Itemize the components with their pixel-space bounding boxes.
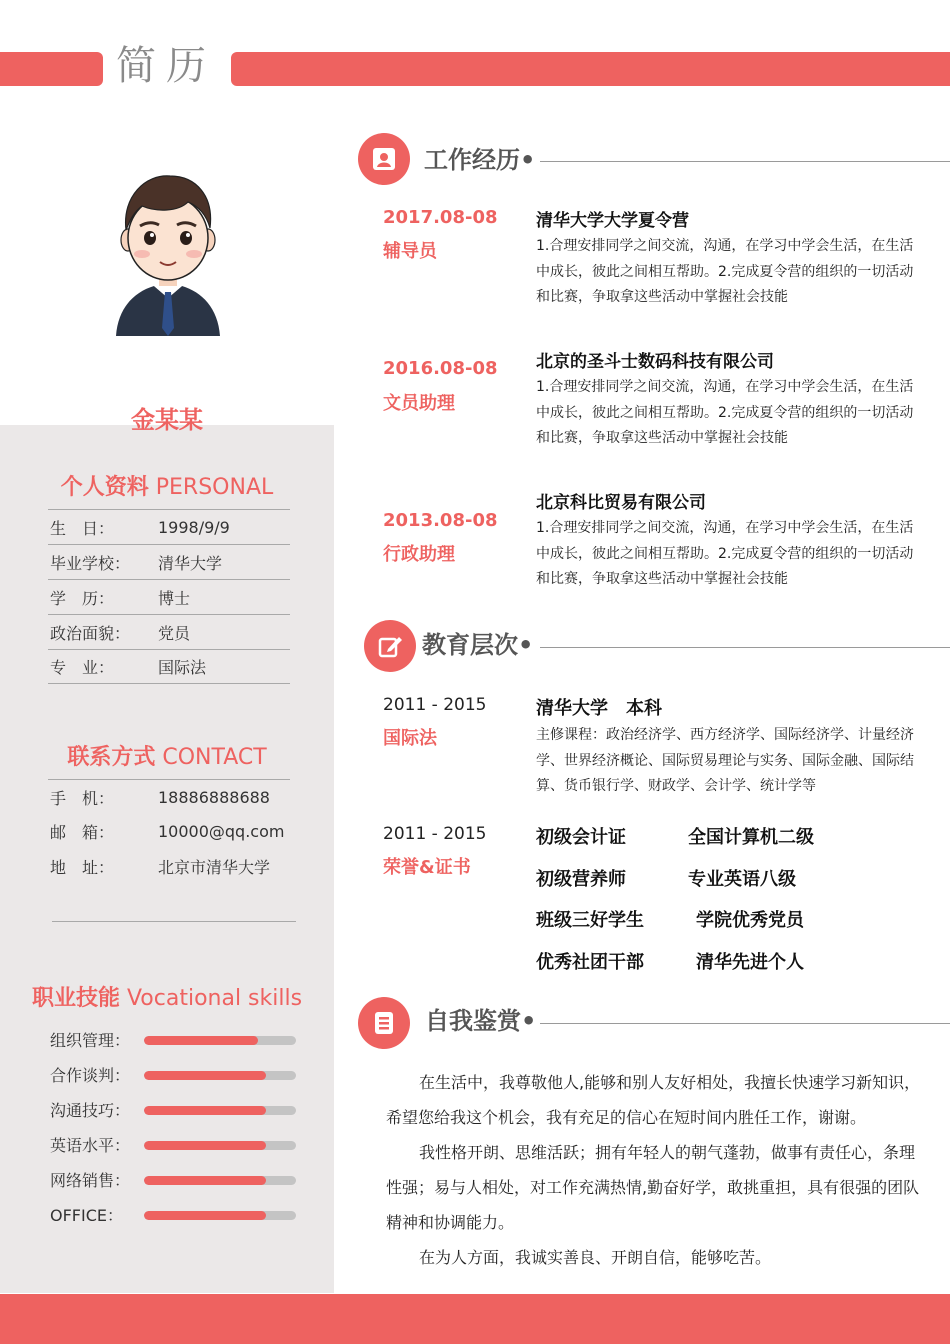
- skills-heading-en: Vocational skills: [126, 986, 303, 1011]
- phone-value[interactable]: 18886888688: [158, 787, 270, 807]
- info-key: 学 历：: [50, 588, 115, 608]
- contact-heading: [0, 740, 334, 771]
- header-bar-left: [0, 52, 103, 86]
- skill-row: [50, 1092, 300, 1127]
- skill-fill: [144, 1211, 266, 1220]
- info-value: 党员: [158, 623, 191, 643]
- honor-period: 2011 - 2015: [383, 824, 487, 844]
- contact-heading-cn: 联系方式: [67, 745, 156, 770]
- work-section-title: 工作经历•: [424, 146, 536, 174]
- info-value: 博士: [158, 588, 191, 608]
- footer-bar: [0, 1294, 950, 1344]
- skill-bar: [144, 1211, 296, 1220]
- info-row-politics: [48, 614, 290, 649]
- work-section-line: [540, 161, 950, 162]
- skill-fill: [144, 1141, 266, 1150]
- personal-table: [48, 509, 290, 684]
- work-role: 辅导员: [383, 241, 437, 262]
- self-section-title: 自我鉴赏•: [425, 1007, 537, 1035]
- personal-heading-cn: 个人资料: [60, 475, 149, 500]
- header-bar-right: [231, 52, 950, 86]
- work-role: 行政助理: [383, 544, 455, 565]
- skill-label: OFFICE：: [50, 1206, 124, 1225]
- work-company: 清华大学大学夏令营: [536, 211, 689, 231]
- skill-fill: [144, 1106, 266, 1115]
- cert-item: 班级三好学生: [536, 910, 644, 931]
- document-icon: [372, 1010, 396, 1036]
- skill-label: 网络销售：: [50, 1171, 131, 1190]
- page-title: 简历: [116, 43, 216, 89]
- self-paragraph: 我性格开朗、思维活跃；拥有年轻人的朝气蓬勃，做事有责任心，条理性强；易与人相处，对工作充满热情,勤奋好学，敢挑重担，具有很强的团队精神和协调能力。: [386, 1143, 920, 1232]
- skills-heading-cn: 职业技能: [31, 986, 120, 1011]
- info-key: 毕业学校：: [50, 553, 131, 573]
- skill-fill: [144, 1176, 266, 1185]
- work-company: 北京科比贸易有限公司: [536, 493, 706, 513]
- education-period: 2011 - 2015: [383, 695, 487, 715]
- info-key: 生 日：: [50, 518, 115, 538]
- info-value: 1998/9/9: [158, 517, 230, 537]
- skill-row: [50, 1127, 300, 1162]
- info-key: 地 址：: [50, 858, 115, 877]
- personal-heading: [0, 470, 334, 501]
- contact-heading-en: CONTACT: [162, 745, 267, 770]
- contact-row-address: [48, 849, 290, 884]
- edit-icon: [377, 633, 403, 659]
- self-paragraph: 在为人方面，我诚实善良、开朗自信，能够吃苦。: [419, 1248, 772, 1267]
- skill-bar: [144, 1106, 296, 1115]
- skill-fill: [144, 1036, 258, 1045]
- info-key: 手 机：: [50, 788, 115, 808]
- info-key: 专 业：: [50, 658, 115, 677]
- skill-bar: [144, 1071, 296, 1080]
- info-row-birthday: [48, 509, 290, 544]
- cert-item: 初级会计证: [536, 827, 626, 848]
- cert-item: 全国计算机二级: [688, 827, 814, 848]
- contact-table: [48, 779, 290, 884]
- work-desc: 1.合理安排同学之间交流，沟通，在学习中学会生活，在生活中成长，彼此之间相互帮助。2.完成夏令营的组织的一切活动和比赛，争取拿这些活动中掌握社会技能: [536, 238, 914, 305]
- skill-bar: [144, 1176, 296, 1185]
- email-value[interactable]: 10000@qq.com: [158, 822, 285, 841]
- info-value: 北京市清华大学: [158, 858, 271, 877]
- info-value: 国际法: [158, 658, 207, 677]
- education-section-icon: [364, 620, 416, 672]
- education-major: 国际法: [383, 728, 437, 749]
- work-desc: 1.合理安排同学之间交流，沟通，在学习中学会生活，在生活中成长，彼此之间相互帮助。2.完成夏令营的组织的一切活动和比赛，争取拿这些活动中掌握社会技能: [536, 379, 914, 446]
- cert-item: 初级营养师: [536, 869, 626, 890]
- skill-bar: [144, 1141, 296, 1150]
- skill-row: [50, 1022, 300, 1057]
- work-section-icon: [358, 133, 410, 185]
- info-row-degree: [48, 579, 290, 614]
- education-school: 清华大学 本科: [536, 698, 662, 719]
- avatar: [112, 168, 224, 338]
- divider: [52, 921, 296, 922]
- info-value: 清华大学: [158, 553, 223, 573]
- work-date: 2017.08-08: [383, 207, 498, 228]
- cert-item: 学院优秀党员: [696, 910, 804, 931]
- education-section-line: [540, 647, 950, 648]
- contact-row-phone: [48, 779, 290, 814]
- cert-item: 优秀社团干部: [536, 952, 644, 973]
- work-date: 2013.08-08: [383, 510, 498, 531]
- skill-label: 英语水平：: [50, 1136, 131, 1155]
- self-paragraph: 在生活中，我尊敬他人,能够和别人友好相处，我擅长快速学习新知识，希望您给我这个机会，我有充足的信心在短时间内胜任工作，谢谢。: [386, 1073, 921, 1127]
- profile-name: 金某某: [131, 406, 203, 434]
- info-row-major: [48, 649, 290, 684]
- skill-fill: [144, 1071, 266, 1080]
- education-section-title: 教育层次•: [422, 631, 534, 659]
- education-courses: 主修课程：政治经济学、西方经济学、国际经济学、计量经济学、世界经济概论、国际贸易理论与实务、国际金融、国际结算、货币银行学、财政学、会计学、统计学等: [536, 727, 914, 794]
- skill-row: [50, 1197, 300, 1232]
- skill-label: 沟通技巧：: [50, 1101, 131, 1120]
- cert-item: 清华先进个人: [696, 952, 804, 973]
- work-company: 北京的圣斗士数码科技有限公司: [536, 352, 774, 372]
- cert-item: 专业英语八级: [688, 869, 796, 890]
- skill-bar: [144, 1036, 296, 1045]
- info-key: 邮 箱：: [50, 823, 115, 842]
- id-card-icon: [371, 146, 397, 172]
- info-row-school: [48, 544, 290, 579]
- skill-label: 组织管理：: [50, 1031, 131, 1050]
- honor-label: 荣誉&证书: [383, 857, 471, 878]
- skill-row: [50, 1162, 300, 1197]
- work-date: 2016.08-08: [383, 358, 498, 379]
- contact-row-email: [48, 814, 290, 849]
- work-role: 文员助理: [383, 393, 455, 414]
- self-section-line: [540, 1023, 950, 1024]
- info-key: 政治面貌：: [50, 623, 131, 643]
- personal-heading-en: PERSONAL: [155, 475, 274, 500]
- self-section-icon: [358, 997, 410, 1049]
- skill-label: 合作谈判：: [50, 1066, 131, 1085]
- work-desc: 1.合理安排同学之间交流，沟通，在学习中学会生活，在生活中成长，彼此之间相互帮助。2.完成夏令营的组织的一切活动和比赛，争取拿这些活动中掌握社会技能: [536, 520, 914, 587]
- skill-row: [50, 1057, 300, 1092]
- skills-heading: [0, 981, 334, 1012]
